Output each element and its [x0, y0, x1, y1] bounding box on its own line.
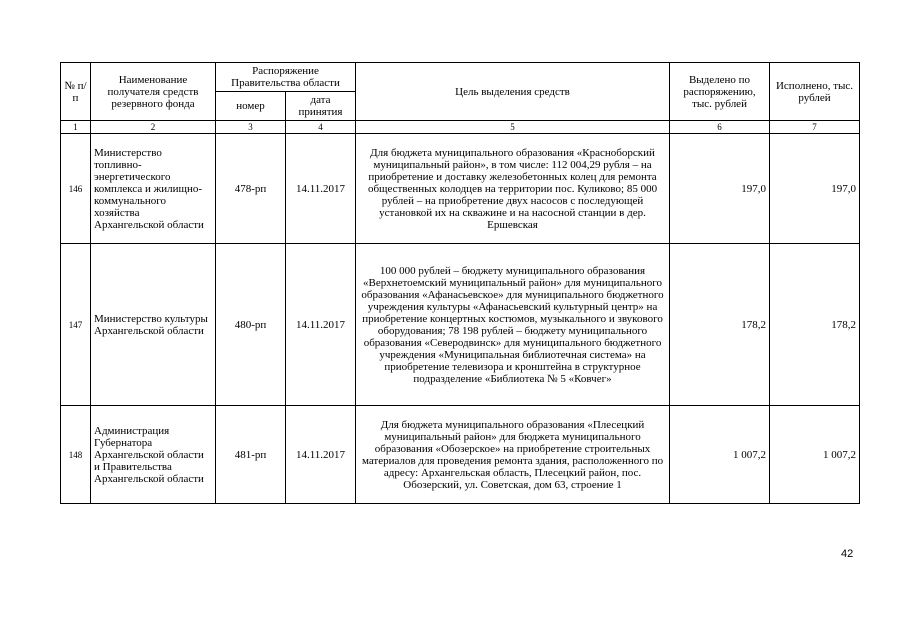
- column-number-row: [61, 121, 860, 134]
- table-row: [61, 134, 860, 244]
- purpose-cell: 100 000 рублей – бюджету муниципального образования «Верхнетоемский муниципальный район» для муниципального образования «Афанасьевское» для муниципального бюджетного учреждения культуры «Афанасьевский культурный центр» на приобретение концертных костюмов, музыкального и звукового оборудования; 78 198 рублей – бюджету муниципального образования «Северодвинск» для муниципального бюджетного учреждения «Муниципальная библиотечная система» на приобретение телевизора и кронштейна в структурное подразделение «Библиотека № 5 «Ковчег»: [356, 244, 670, 406]
- header-order-date: дата принятия: [286, 92, 356, 121]
- order-date-cell: 14.11.2017: [286, 244, 356, 406]
- header-row-1: [61, 63, 860, 92]
- header-allocated: Выделено по распоряжению, тыс. рублей: [670, 63, 770, 121]
- allocated-cell: 197,0: [670, 134, 770, 244]
- executed-cell: 197,0: [770, 134, 860, 244]
- header-order-group: Распоряжение Правительства области: [216, 63, 356, 92]
- table-row: [61, 244, 860, 406]
- page-number: 42: [841, 548, 854, 560]
- row-number: 147: [61, 244, 91, 406]
- table-row: [61, 406, 860, 504]
- column-number: 4: [286, 121, 356, 134]
- column-number: 3: [216, 121, 286, 134]
- header-no: № п/п: [61, 63, 91, 121]
- recipient-cell: Министерство топливно-энергетического комплекса и жилищно-коммунального хозяйства Архангельской области: [91, 134, 216, 244]
- row-number: 148: [61, 406, 91, 504]
- column-number: 5: [356, 121, 670, 134]
- order-date-cell: 14.11.2017: [286, 134, 356, 244]
- allocation-table: [60, 62, 860, 504]
- executed-cell: 1 007,2: [770, 406, 860, 504]
- header-executed: Исполнено, тыс. рублей: [770, 63, 860, 121]
- recipient-cell: Министерство культуры Архангельской области: [91, 244, 216, 406]
- order-number-cell: 480-рп: [216, 244, 286, 406]
- purpose-cell: Для бюджета муниципального образования «Плесецкий муниципальный район» для бюджета муниципального образования «Обозерское» на приобретение строительных материалов для проведения ремонта здания, расположенного по адресу: Архангельская область, Плесецкий район, пос. Обозерский, ул. Советская, дом 63, строение 1: [356, 406, 670, 504]
- column-number: 6: [670, 121, 770, 134]
- allocated-cell: 1 007,2: [670, 406, 770, 504]
- header-order-number: номер: [216, 92, 286, 121]
- order-number-cell: 478-рп: [216, 134, 286, 244]
- column-number: 1: [61, 121, 91, 134]
- column-number: 7: [770, 121, 860, 134]
- header-recipient: Наименование получателя средств резервного фонда: [91, 63, 216, 121]
- executed-cell: 178,2: [770, 244, 860, 406]
- allocated-cell: 178,2: [670, 244, 770, 406]
- purpose-cell: Для бюджета муниципального образования «Красноборский муниципальный район», в том числе: 112 004,29 рубля – на приобретение и доставку железобетонных колец для ремонта общественных колодцев на территории пос. Куликово; 85 000 рублей – на приобретение двух насосов с последующей установкой их на скважине и на насосной станции в дер. Ершевская: [356, 134, 670, 244]
- row-number: 146: [61, 134, 91, 244]
- recipient-cell: Администрация Губернатора Архангельской области и Правительства Архангельской области: [91, 406, 216, 504]
- header-purpose: Цель выделения средств: [356, 63, 670, 121]
- order-date-cell: 14.11.2017: [286, 406, 356, 504]
- order-number-cell: 481-рп: [216, 406, 286, 504]
- column-number: 2: [91, 121, 216, 134]
